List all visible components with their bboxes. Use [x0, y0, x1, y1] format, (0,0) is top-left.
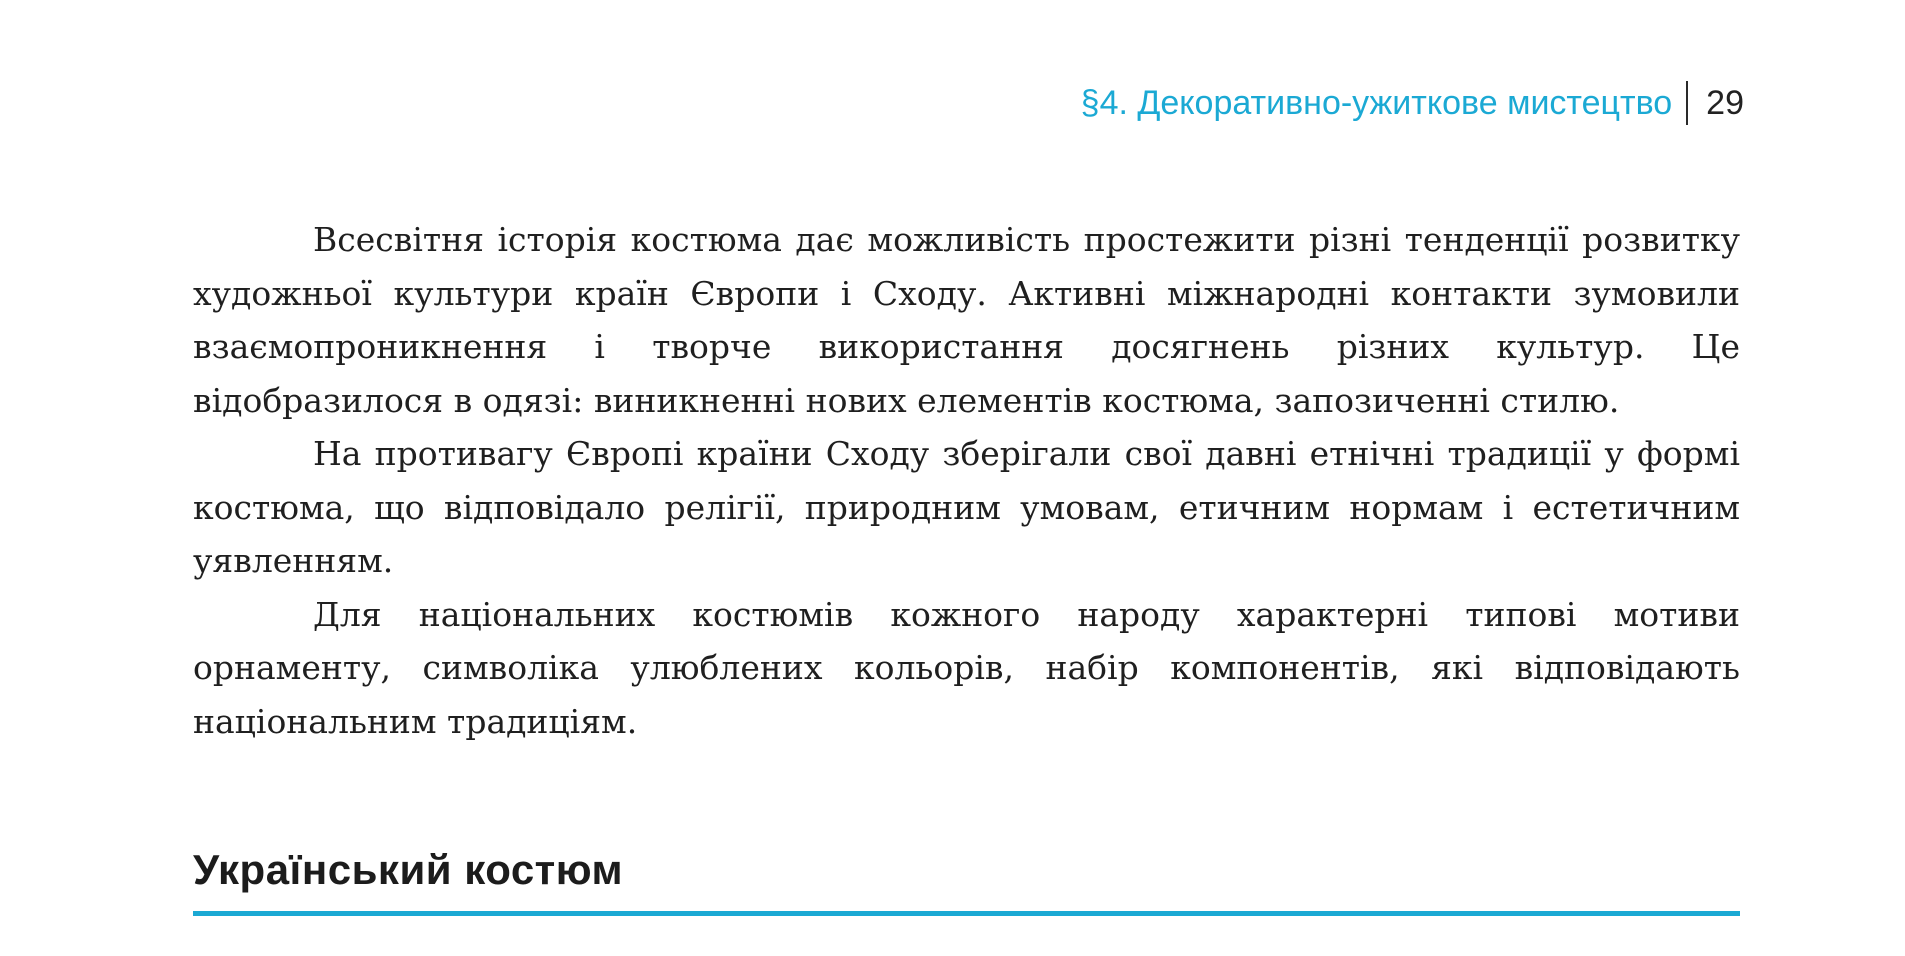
paragraph: На противагу Європі країни Сходу зберігали свої давні етнічні традиції у формі костюма, що відповідало релігії, природним умовам, етичним нормам і естетичним уявленням.: [193, 434, 1740, 580]
body-text: [193, 213, 1740, 748]
paragraph: Всесвітня історія костюма дає можливість простежити різні тенденції розвитку художньої культури країн Європи і Сходу. Активні міжнародні контакти зумовили взаємопроникнення і творче використання досягнень різних культур. Це відобразилося в одязі: виникненні нових елементів костюма, запозиченні стилю.: [193, 220, 1740, 420]
subheading-underline: [193, 911, 1740, 916]
subheading: Український костюм: [193, 846, 624, 893]
section-title: §4. Декоративно-ужиткове мистецтво: [1080, 84, 1673, 122]
paragraph: Для національних костюмів кожного народу характерні типові мотиви орнаменту, символіка улюблених кольорів, набір компонентів, які відповідають національним традиціям.: [193, 594, 1740, 741]
running-header: [1081, 78, 1744, 128]
page-number: 29: [1706, 84, 1744, 122]
header-divider: [1686, 81, 1688, 125]
